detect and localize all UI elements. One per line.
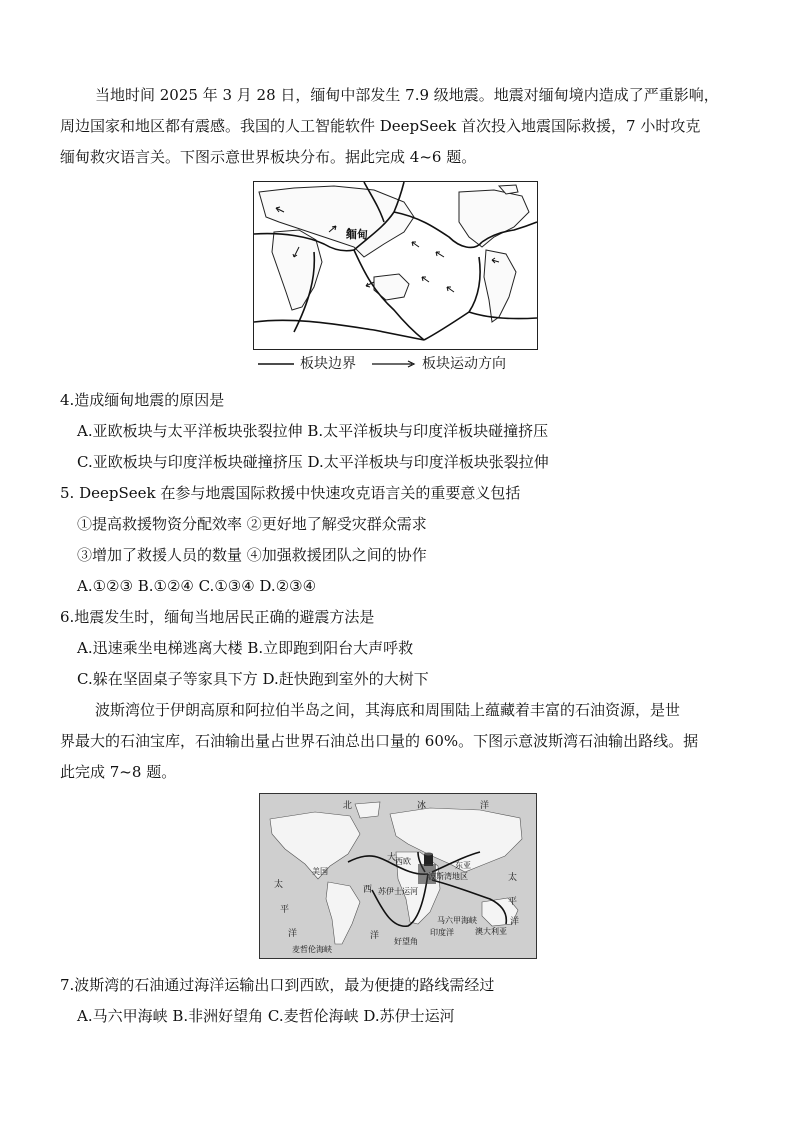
intro1-line3: 缅甸救灾语言关。下图示意世界板块分布。据此完成 4~6 题。 bbox=[60, 148, 477, 166]
label-cape: 好望角 bbox=[394, 937, 418, 946]
label-australia: 澳大利亚 bbox=[475, 927, 507, 936]
q6-stem: 6.地震发生时，缅甸当地居民正确的避震方法是 bbox=[60, 608, 375, 626]
legend-direction-label: 板块运动方向 bbox=[422, 356, 506, 372]
intro1-line1: 当地时间 2025 年 3 月 28 日，缅甸中部发生 7.9 级地震。地震对缅甸境内造成了严重影响， bbox=[95, 86, 719, 104]
intro1-line2: 周边国家和地区都有震感。我国的人工智能软件 DeepSeek 首次投入地震国际救援，7 小时攻克 bbox=[60, 117, 701, 135]
oil-route-map bbox=[259, 793, 537, 959]
boundary-line-icon bbox=[258, 360, 294, 368]
label-usa: 美国 bbox=[312, 867, 328, 876]
q5-stem: 5. DeepSeek 在参与地震国际救援中快速攻克语言关的重要意义包括 bbox=[60, 484, 521, 502]
q5-items-row2: ③增加了救援人员的数量 ④加强救援团队之间的协作 bbox=[77, 546, 427, 564]
label-east-asia: 东亚 bbox=[455, 861, 471, 870]
label-pacific-right-tai: 太 bbox=[508, 873, 518, 883]
q4-options-row1: A.亚欧板块与太平洋板块张裂拉伸 B.太平洋板块与印度洋板块碰撞挤压 bbox=[77, 422, 549, 440]
intro2-line1: 波斯湾位于伊朗高原和阿拉伯半岛之间，其海底和周围陆上蕴藏着丰富的石油资源，是世 bbox=[95, 701, 681, 719]
label-pacific-right-ping: 平 bbox=[508, 897, 518, 907]
q6-options-row1: A.迅速乘坐电梯逃离大楼 B.立即跑到阳台大声呼救 bbox=[77, 639, 414, 657]
label-suez: 苏伊士运河 bbox=[378, 887, 418, 896]
plate-map-svg bbox=[254, 182, 537, 349]
q7-stem: 7.波斯湾的石油通过海洋运输出口到西欧，最为便捷的路线需经过 bbox=[60, 976, 495, 994]
q5-items-row1: ①提高救援物资分配效率 ②更好地了解受灾群众需求 bbox=[77, 515, 427, 533]
legend-boundary-label: 板块边界 bbox=[300, 356, 356, 372]
label-magellan: 麦哲伦海峡 bbox=[292, 945, 332, 954]
label-pacific-right-yang: 洋 bbox=[510, 917, 520, 927]
q4-options-row2: C.亚欧板块与印度洋板块碰撞挤压 D.太平洋板块与印度洋板块张裂拉伸 bbox=[77, 453, 549, 471]
label-ice: 冰 bbox=[417, 801, 427, 811]
label-pacific-left-tai: 太 bbox=[274, 880, 284, 890]
label-pacific-left-yang: 洋 bbox=[288, 929, 298, 939]
label-indian-ocean: 印度洋 bbox=[430, 928, 454, 937]
label-ocean-n: 洋 bbox=[480, 801, 490, 811]
arrow-icon bbox=[372, 359, 416, 369]
myanmar-label: 缅甸 bbox=[346, 228, 368, 241]
q6-options-row2: C.躲在坚固桌子等家具下方 D.赶快跑到室外的大树下 bbox=[77, 670, 429, 688]
label-atlantic-xi: 西 bbox=[363, 885, 373, 895]
label-west-europe: 西欧 bbox=[395, 857, 411, 866]
q4-stem: 4.造成缅甸地震的原因是 bbox=[60, 391, 225, 409]
plate-map-legend bbox=[258, 354, 506, 374]
label-persian-gulf: 波斯湾地区 bbox=[428, 872, 468, 881]
intro2-line2: 界最大的石油宝库，石油输出量占世界石油总出口量的 60%。下图示意波斯湾石油输出路线。据 bbox=[60, 732, 699, 750]
label-malacca: 马六甲海峡 bbox=[437, 916, 477, 925]
q5-options: A.①②③ B.①②④ C.①③④ D.②③④ bbox=[77, 577, 317, 595]
label-atlantic-da: 大 bbox=[387, 853, 397, 863]
label-north: 北 bbox=[343, 801, 353, 811]
q7-options: A.马六甲海峡 B.非洲好望角 C.麦哲伦海峡 D.苏伊士运河 bbox=[77, 1007, 455, 1025]
plate-map bbox=[253, 181, 538, 350]
intro2-line3: 此完成 7~8 题。 bbox=[60, 763, 177, 781]
label-pacific-left-ping: 平 bbox=[280, 905, 290, 915]
label-atlantic-yang: 洋 bbox=[370, 931, 380, 941]
